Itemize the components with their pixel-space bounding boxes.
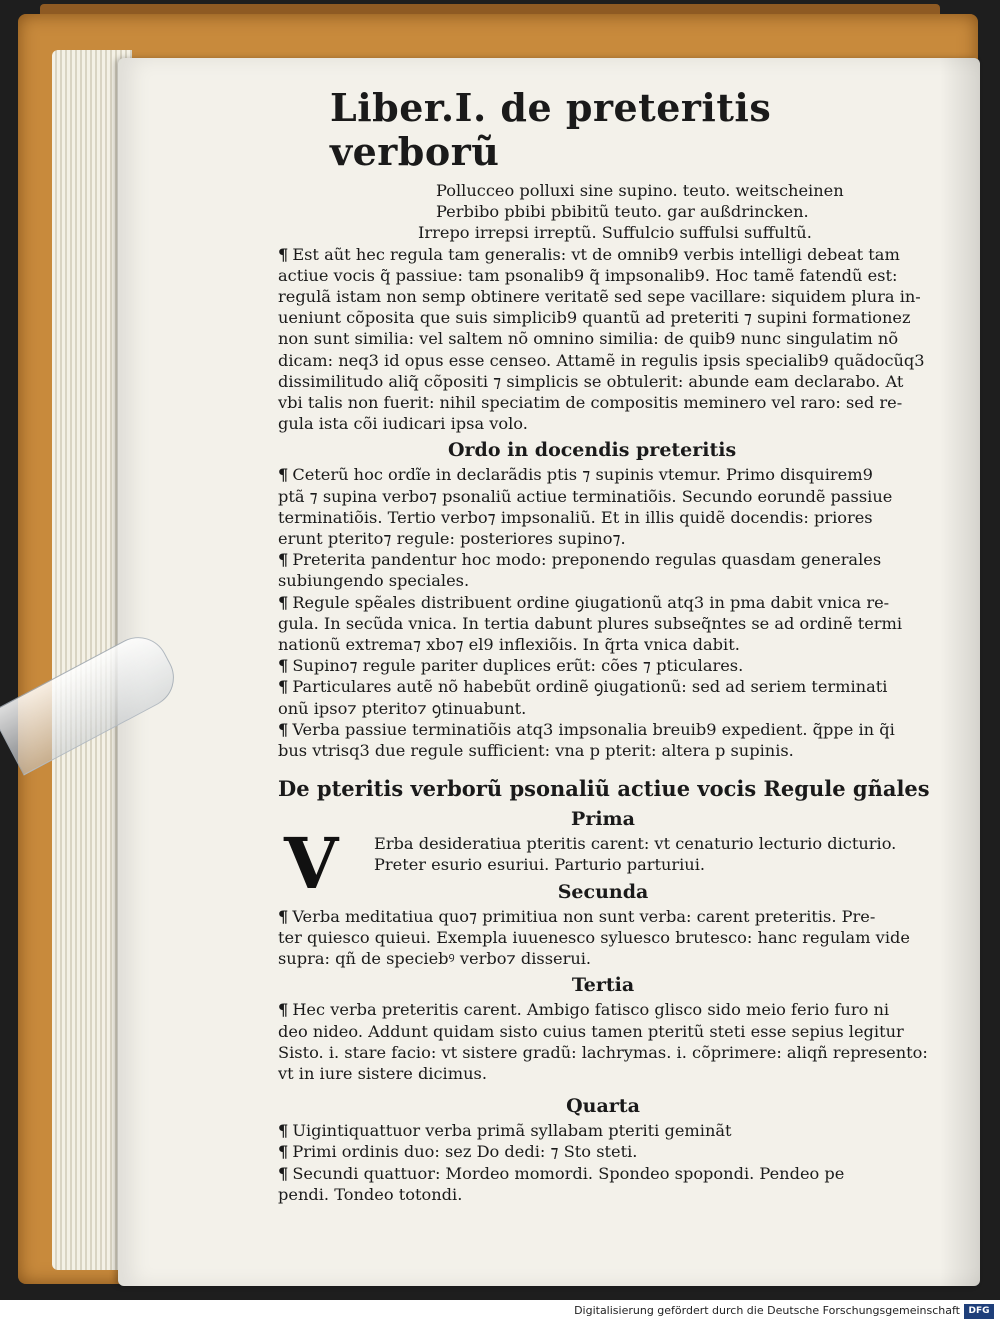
pilcrow-mark: ¶ bbox=[278, 465, 289, 485]
text-line: ¶ Hec verba preteritis carent. Ambigo fatisco glisco sido meio ferio furo ni bbox=[278, 1000, 890, 1020]
decorated-initial: V bbox=[284, 822, 339, 906]
pilcrow-mark: ¶ bbox=[278, 677, 289, 697]
text-line: terminatiõis. Tertio verbo⁊ impsonaliũ. Et in illis quidẽ docendis: priores bbox=[278, 507, 873, 527]
pilcrow-mark: ¶ bbox=[278, 906, 289, 926]
pilcrow-mark: ¶ bbox=[278, 592, 289, 612]
text-line: ueniunt cõposita que suis simplicib9 quantũ ad preteriti ⁊ supini formationez bbox=[278, 308, 911, 328]
heading-secunda: Secunda bbox=[557, 880, 649, 903]
text-line: ¶ Verba passiue terminatiõis atq3 impsonalia breuib9 expedient. q̃ppe in q̃i bbox=[278, 719, 895, 739]
page-fold-shadow bbox=[940, 58, 980, 1286]
dfg-logo: DFG bbox=[964, 1304, 994, 1319]
section-title: De pteritis verborũ psonaliũ actiue vocis Regule gñales bbox=[278, 776, 930, 802]
text-line: onũ ipso⁊ pterito⁊ ꝯtinuabunt. bbox=[278, 698, 527, 718]
text-line: dicam: neq3 id opus esse censeo. Attamẽ in regulis ipsis specialib9 quãdocũq3 bbox=[278, 350, 925, 370]
text-line: Preter esurio esuriui. Parturio parturiui. bbox=[374, 855, 706, 875]
heading-tertia: Tertia bbox=[571, 974, 635, 997]
text-line: ¶ Est aũt hec regula tam generalis: vt de omnib9 verbis intelligi debeat tam bbox=[278, 244, 900, 264]
text-line: Sisto. i. stare facio: vt sistere gradũ: lachrymas. i. cõprimere: aliqñ represento: bbox=[278, 1042, 928, 1062]
paragraph-4 bbox=[278, 592, 928, 656]
text-line: Erba desideratiua pteritis carent: vt cenaturio lecturio dicturio. bbox=[374, 834, 897, 854]
text-line: erunt pterito⁊ regule: posteriores supino⁊. bbox=[278, 529, 626, 549]
text-line: non sunt similia: vel saltem nõ omnino similia: de quib9 nunc singulatim nõ bbox=[278, 329, 899, 349]
paragraph-3 bbox=[278, 549, 928, 591]
rule-quarta bbox=[278, 1120, 928, 1205]
text-line: ¶ Ceterũ hoc ordĩe in declarãdis ptis ⁊ supinis vtemur. Primo disquirem9 bbox=[278, 465, 873, 485]
text-line: ¶ Particulares autẽ nõ habebũt ordinẽ ꝯiugationũ: sed ad seriem terminati bbox=[278, 677, 888, 697]
credit-strip bbox=[0, 1300, 1000, 1324]
rule-tertia bbox=[278, 999, 928, 1084]
text-line: ¶ Verba meditatiua quo⁊ primitiua non sunt verba: carent preteritis. Pre- bbox=[278, 906, 876, 926]
text-line: vbi talis non fuerit: nihil speciatim de compositis meminero vel raro: sed re- bbox=[278, 393, 903, 413]
text-line: subiungendo speciales. bbox=[278, 571, 470, 591]
intro-line: Irrepo irrepsi irreptũ. Suffulcio suffulsi suffultũ. bbox=[418, 223, 812, 243]
text-line: ¶ Secundi quattuor: Mordeo momordi. Spondeo spopondi. Pendeo pe bbox=[278, 1163, 845, 1183]
text-line: actiue vocis q̃ passiue: tam psonalib9 q̃ impsonalib9. Hoc tamẽ fatendũ est: bbox=[278, 265, 898, 285]
text-line: ptã ⁊ supina verbo⁊ psonaliũ actiue terminatiõis. Secundo eorundẽ passiue bbox=[278, 486, 893, 506]
text-line: supra: qñ de speciebꝰ verbo⁊ disserui. bbox=[278, 949, 592, 969]
text-line: pendi. Tondeo totondi. bbox=[278, 1184, 463, 1204]
credit-text: Digitalisierung gefördert durch die Deutsche Forschungsgemeinschaft bbox=[574, 1304, 960, 1317]
paragraph-7 bbox=[278, 719, 928, 761]
text-line: regulã istam non semp obtinere veritatẽ sed sepe vacillare: siquidem plura in- bbox=[278, 287, 921, 307]
text-line: nationũ extrema⁊ xbo⁊ el9 inflexiõis. In q̃rta vnica dabit. bbox=[278, 635, 740, 655]
heading-quarta: Quarta bbox=[566, 1095, 640, 1118]
rule-secunda bbox=[278, 906, 928, 970]
paragraph-1 bbox=[278, 244, 928, 435]
text-line: bus vtrisq3 due regule sufficient: vna p pterit: altera p supinis. bbox=[278, 741, 794, 761]
pilcrow-mark: ¶ bbox=[278, 656, 289, 676]
pilcrow-mark: ¶ bbox=[278, 244, 289, 264]
pilcrow-mark: ¶ bbox=[278, 550, 289, 570]
running-head: Liber.I. de preteritis verborũ bbox=[330, 85, 772, 174]
paragraph-5 bbox=[278, 655, 928, 676]
text-line: ¶ Supino⁊ regule pariter duplices erũt: cões ⁊ pticulares. bbox=[278, 656, 744, 676]
text-line: ¶ Primi ordinis duo: sez Do dedi: ⁊ Sto steti. bbox=[278, 1142, 638, 1162]
heading-ordo: Ordo in docendis preteritis bbox=[448, 439, 737, 462]
paragraph-2 bbox=[278, 464, 928, 549]
text-line: ¶ Regule spẽales distribuent ordine ꝯiugationũ atq3 in pma dabit vnica re- bbox=[278, 592, 890, 612]
intro-line: Pollucceo polluxi sine supino. teuto. weitscheinen bbox=[436, 181, 844, 200]
text-line: deo nideo. Addunt quidam sisto cuius tamen pteritũ steti esse sepius legitur bbox=[278, 1021, 904, 1041]
pilcrow-mark: ¶ bbox=[278, 719, 289, 739]
text-line: gula ista cõi iudicari ipsa volo. bbox=[278, 414, 528, 434]
text-line: dissimilitudo aliq̃ cõpositi ⁊ simplicis se obtulerit: abunde eam declarabo. At bbox=[278, 371, 904, 391]
pilcrow-mark: ¶ bbox=[278, 1142, 289, 1162]
text-line: vt in iure sistere dicimus. bbox=[278, 1063, 487, 1083]
pilcrow-mark: ¶ bbox=[278, 1121, 289, 1141]
text-line: ¶ Uigintiquattuor verba primã syllabam pteriti geminãt bbox=[278, 1121, 732, 1141]
text-line: gula. In secũda vnica. In tertia dabunt plures subseq̃ntes se ad ordinẽ termi bbox=[278, 613, 903, 633]
text-line: ¶ Preterita pandentur hoc modo: preponendo regulas quasdam generales bbox=[278, 550, 882, 570]
paragraph-6 bbox=[278, 676, 928, 718]
pilcrow-mark: ¶ bbox=[278, 1163, 289, 1183]
heading-prima: Prima bbox=[571, 808, 635, 831]
text-line: ter quiesco quieui. Exempla iuuenesco syluesco brutesco: hanc regulam vide bbox=[278, 927, 910, 947]
intro-line: Perbibo pbibi pbibitũ teuto. gar außdrincken. bbox=[436, 202, 809, 222]
pilcrow-mark: ¶ bbox=[278, 1000, 289, 1020]
page-text bbox=[278, 86, 928, 1205]
